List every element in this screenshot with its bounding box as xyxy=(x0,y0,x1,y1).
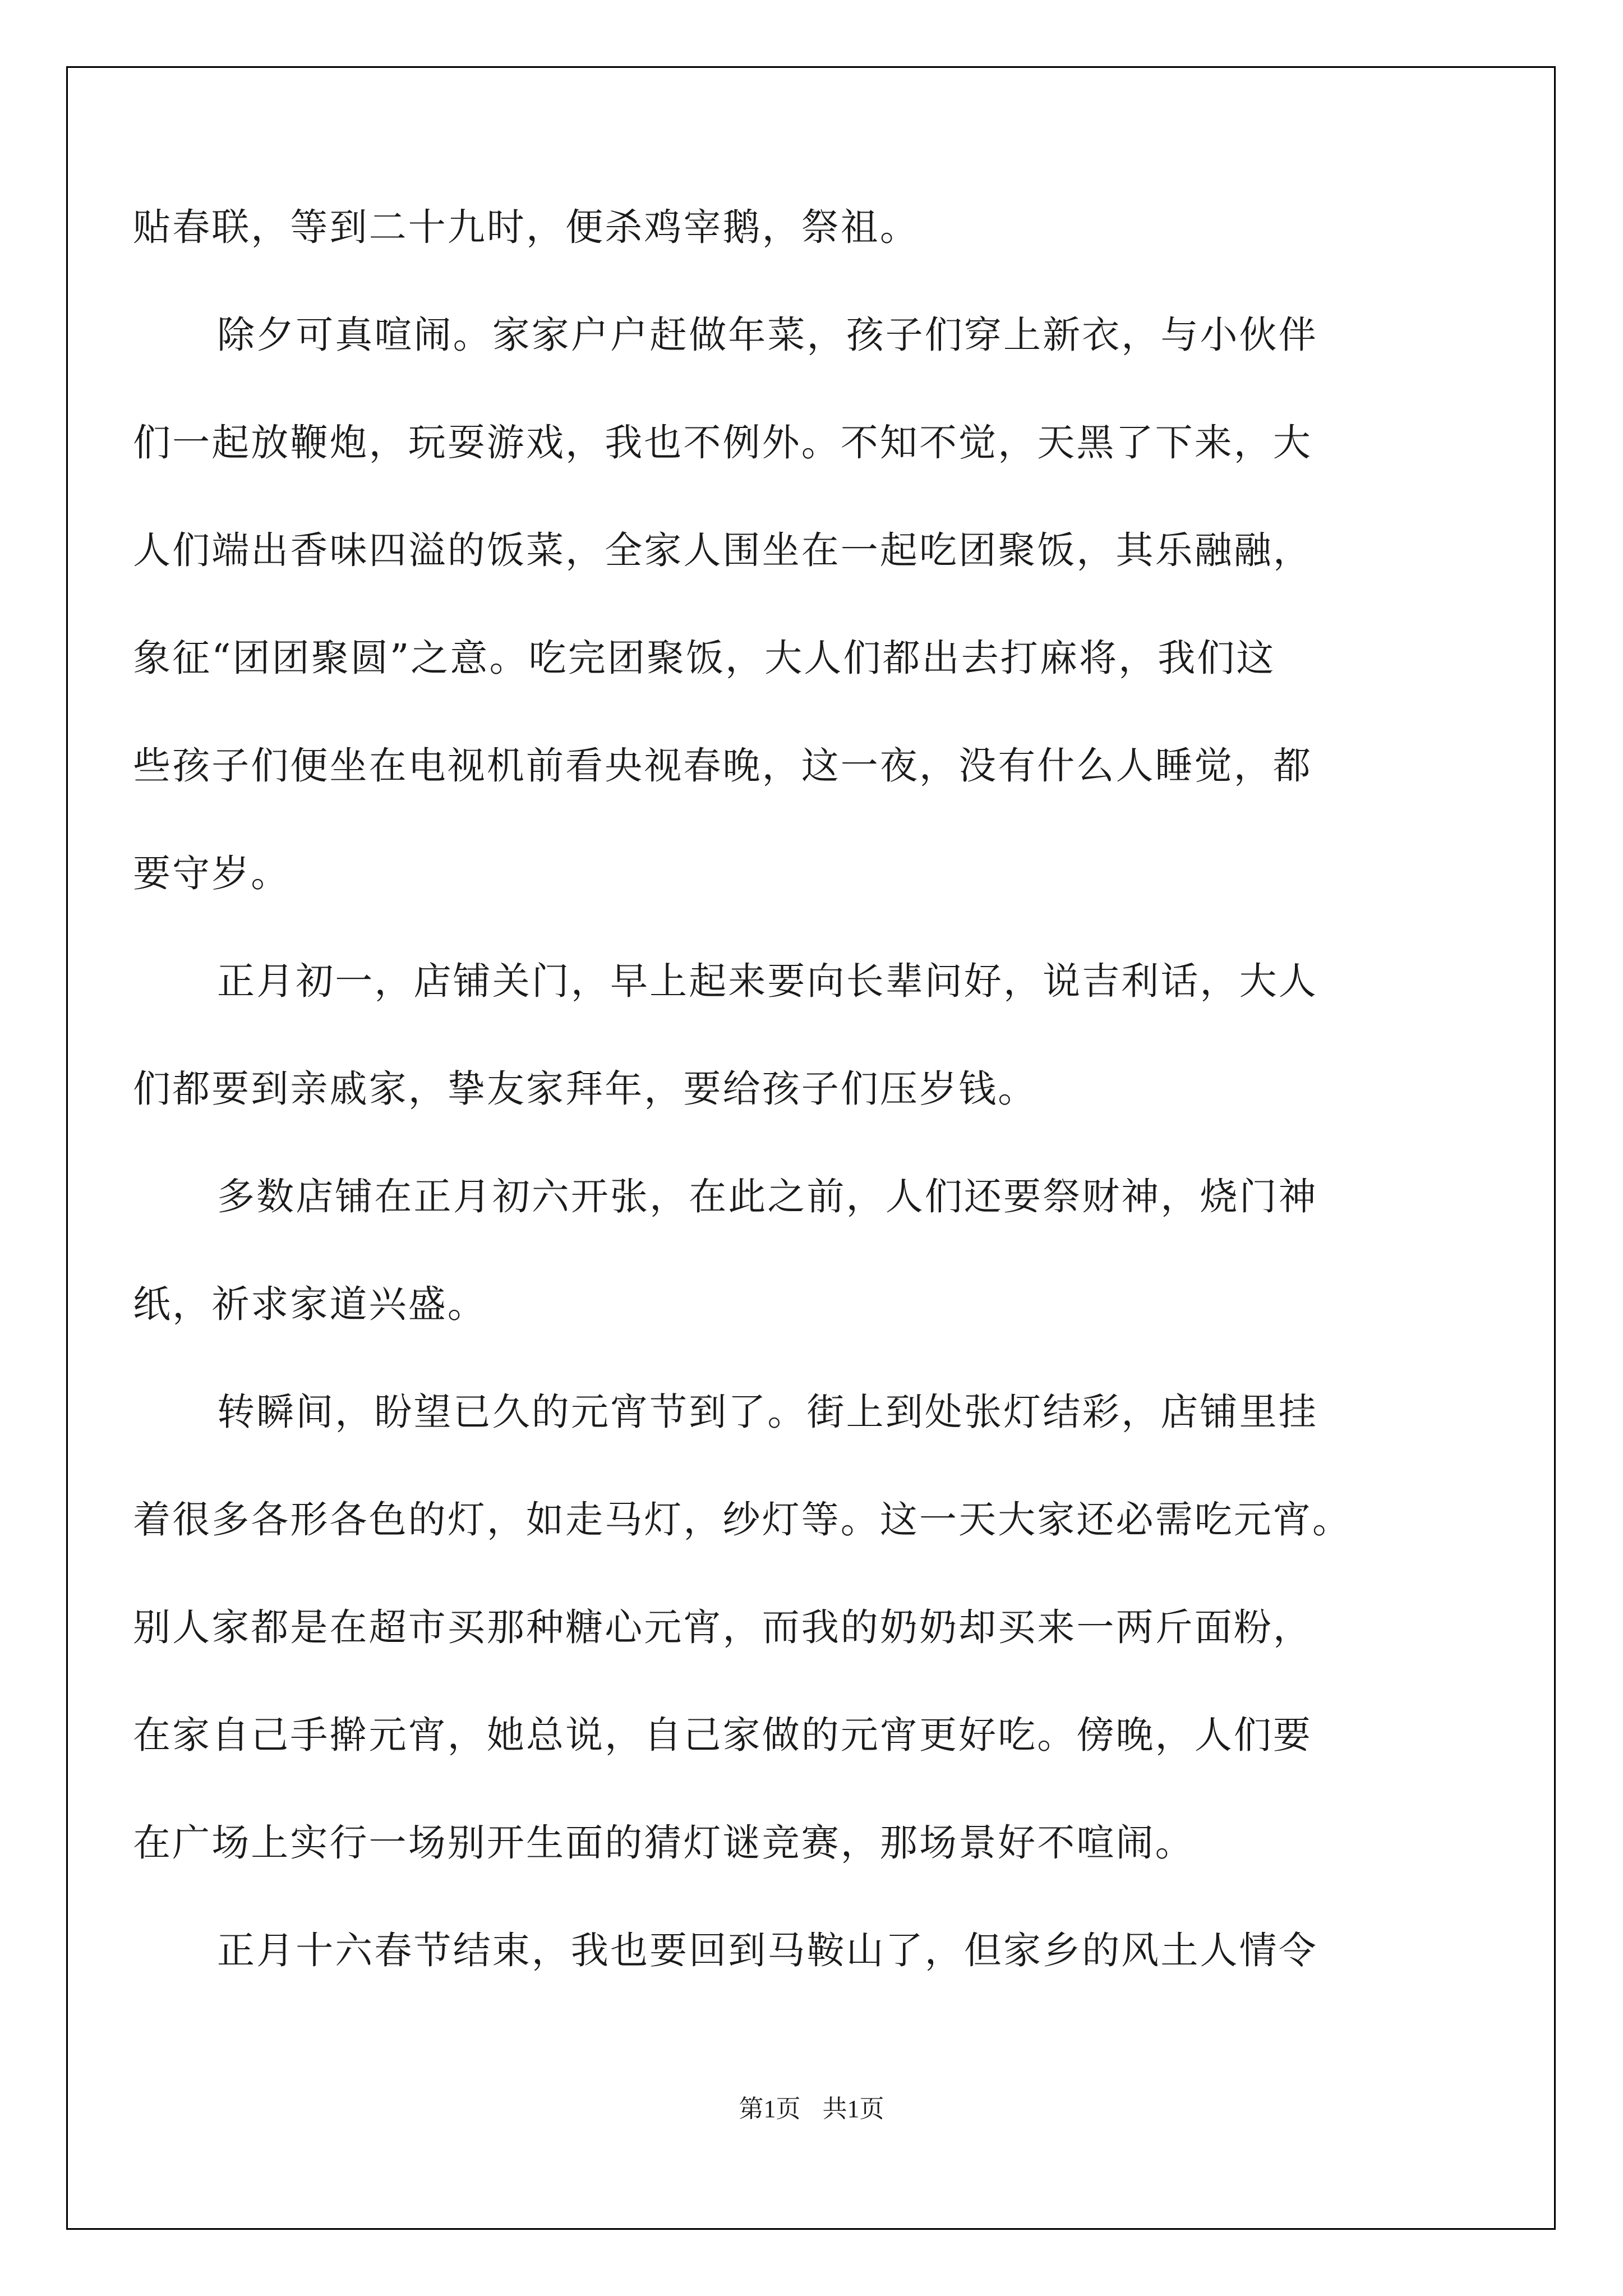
text-line: 们都要到亲戚家，挚友家拜年，要给孩子们压岁钱。 xyxy=(133,1067,1038,1111)
paragraph-start-line: 转瞬间，盼望已久的元宵节到了。街上到处张灯结彩，店铺里挂 xyxy=(217,1390,1318,1434)
text-line: 些孩子们便坐在电视机前看央视春晚，这一夜，没有什么人睡觉，都 xyxy=(133,744,1312,788)
text-line: 贴春联，等到二十九时，便杀鸡宰鹅，祭祖。 xyxy=(133,205,919,249)
text-line: 人们端出香味四溢的饭菜，全家人围坐在一起吃团聚饭，其乐融融， xyxy=(133,528,1312,572)
document-body xyxy=(133,200,1489,1977)
page-number: 第1页 xyxy=(739,2095,801,2123)
paragraph-start-line: 正月初一，店铺关门，早上起来要向长辈问好，说吉利话，大人 xyxy=(217,959,1318,1003)
page-footer xyxy=(0,2093,1623,2125)
text-line: 象征“团团聚圆”之意。吃完团聚饭，大人们都出去打麻将，我们这 xyxy=(133,636,1276,680)
paragraph-start-line: 多数店铺在正月初六开张，在此之前，人们还要祭财神，烧门神 xyxy=(217,1175,1318,1218)
paragraph-start-line: 正月十六春节结束，我也要回到马鞍山了，但家乡的风土人情令 xyxy=(217,1929,1318,1972)
text-line: 要守岁。 xyxy=(133,852,291,895)
text-line: 在家自己手擀元宵，她总说，自己家做的元宵更好吃。傍晚，人们要 xyxy=(133,1713,1312,1757)
text-line: 着很多各形各色的灯，如走马灯，纱灯等。这一天大家还必需吃元宵。 xyxy=(133,1498,1352,1542)
text-line: 在广场上实行一场别开生面的猜灯谜竞赛，那场景好不喧闹。 xyxy=(133,1821,1195,1865)
text-line: 们一起放鞭炮，玩耍游戏，我也不例外。不知不觉，天黑了下来，大 xyxy=(133,421,1312,464)
text-line: 别人家都是在超市买那种糖心元宵，而我的奶奶却买来一两斤面粉， xyxy=(133,1605,1312,1649)
page-total: 共1页 xyxy=(822,2095,884,2123)
paragraph-start-line: 除夕可真喧闹。家家户户赶做年菜，孩子们穿上新衣，与小伙伴 xyxy=(217,313,1318,357)
text-line: 纸，祈求家道兴盛。 xyxy=(133,1282,487,1326)
